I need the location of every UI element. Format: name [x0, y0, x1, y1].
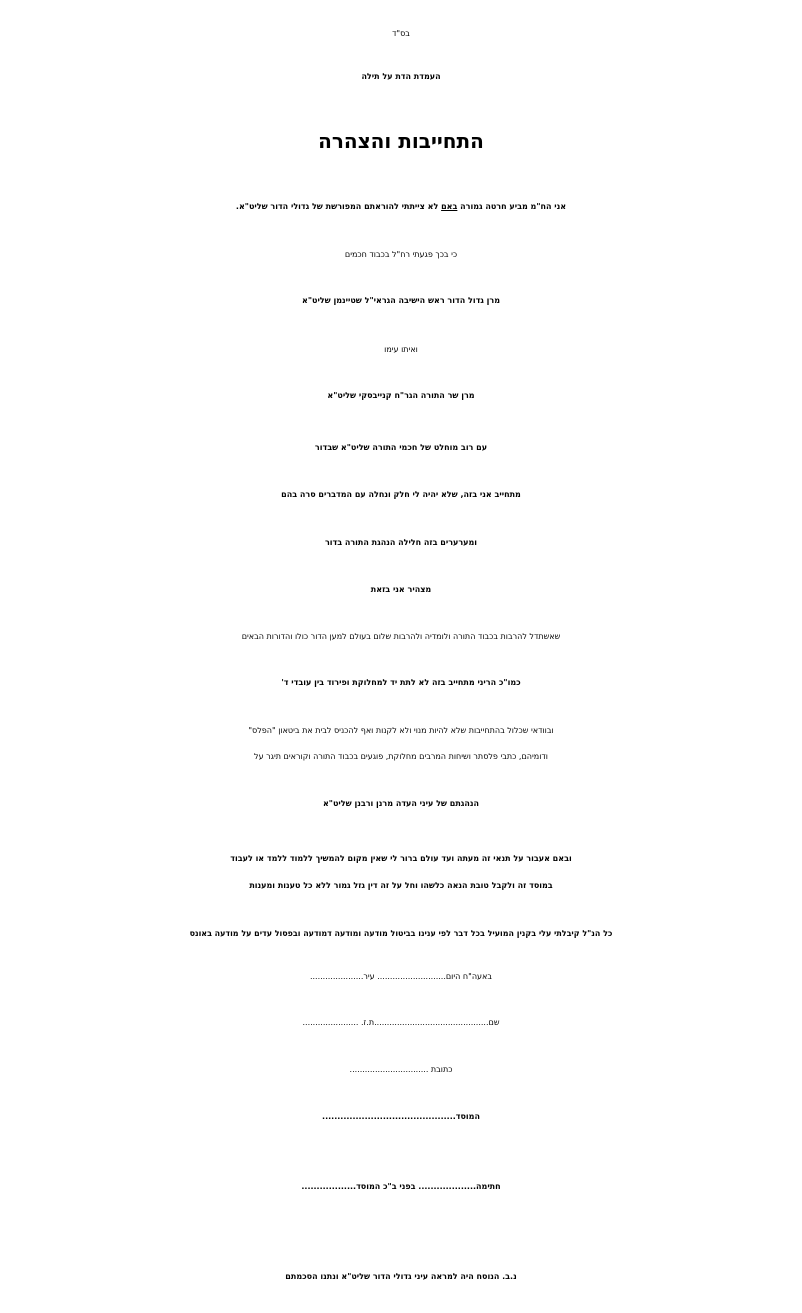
body-line-steinman: מרן גדול הדור ראש הישיבה הגראי"ל שטיינמן שליט"א — [302, 296, 500, 305]
body-line-kinyan: כל הנ"ל קיבלתי עלי בקנין המועיל בכל דבר לפי ענינו בביטול מודעה ומודעה דמודעה ובפסול עדים על מודעה באונס — [189, 929, 613, 938]
footer-note: נ.ב. הנוסח היה למראה עיני גדולי הדור שליט"א ונתנו הסכמתם — [285, 1272, 517, 1281]
intro-text-start: אני הח"מ מביע חרטה גמורה — [457, 202, 567, 211]
intro-underlined-word: באם — [441, 202, 458, 211]
form-institution-field[interactable]: המוסד............................................ — [322, 1112, 480, 1121]
body-line-hapeles-2: ודומיהם, כתבי פלסתר ושיחות המרבים מחלוקת, פוגעים בכבוד התורה וקוראים תיגר על — [254, 752, 548, 761]
body-line-hanhagatam: הנהגתם של עיני העדה מרנן ורבנן שליט"א — [322, 799, 479, 808]
form-signature-field[interactable]: חתימה................... בפני ב"כ המוסד.................. — [301, 1182, 501, 1191]
body-line-hapeles-1: ובוודאי שכלול בהתחייבות שלא להיות מנוי ולא לקנות ואף להכניס לבית את ביטאון "הפלס" — [248, 726, 554, 735]
document-title: התחייבות והצהרה — [318, 129, 484, 153]
body-line-kanievsky: מרן שר התורה הגר"ח קנייבסקי שליט"א — [327, 391, 475, 400]
body-line-mearerim: ומערערים בזה חלילה הנהגת התורה בדור — [324, 538, 478, 547]
body-line-matzhir: מצהיר אני בזאת — [370, 585, 432, 594]
form-address-field[interactable]: כתובת ............................... — [349, 1065, 453, 1074]
body-line-beim-eevor-1: ובאם אעבור על תנאי זה מעתה ועד עולם ברור לי שאין מקום להמשיך ללמוד ללמד או לעבוד — [230, 854, 572, 863]
body-line-mitchayev: מתחייב אני בזה, שלא יהיה לי חלק ונחלה עם המדברים סרה בהם — [281, 490, 521, 499]
body-line-kmo-kach: כמו"כ הריני מתחייב בזה לא לתת יד למחלוקת ופירוד בין עובדי ד' — [281, 678, 521, 687]
body-line-rov-muchlat: עם רוב מוחלט של חכמי התורה שליט"א שבדור — [314, 443, 488, 452]
body-line-ashtadel: שאשתדל להרבות בכבוד התורה ולומדיה ולהרבות שלום בעולם למען הדור כולו והדורות הבאים — [241, 632, 561, 641]
intro-text-end: לא צייתתי להוראתם המפורשת של גדולי הדור שליט"א. — [235, 202, 442, 211]
form-name-id-field[interactable]: שם.............................................ת.ז. ...................... — [302, 1018, 500, 1027]
body-line-veito-imo: ואיתו עימו — [384, 345, 418, 354]
basad-heading: בס"ד — [392, 29, 410, 38]
document-subtitle: העמדת הדת על תילה — [361, 72, 441, 81]
body-line-kavod-chachamim: כי בכך פגעתי רח"ל בכבוד חכמים — [344, 250, 458, 259]
form-date-city-field[interactable]: באעה"ח היום........................... עיר..................... — [309, 972, 493, 981]
intro-paragraph — [0, 202, 802, 211]
body-line-beim-eevor-2: במוסד זה ולקבל טובת הנאה כלשהו וחל על זה דין גזל גמור ללא כל טענות ומענות — [249, 881, 553, 890]
